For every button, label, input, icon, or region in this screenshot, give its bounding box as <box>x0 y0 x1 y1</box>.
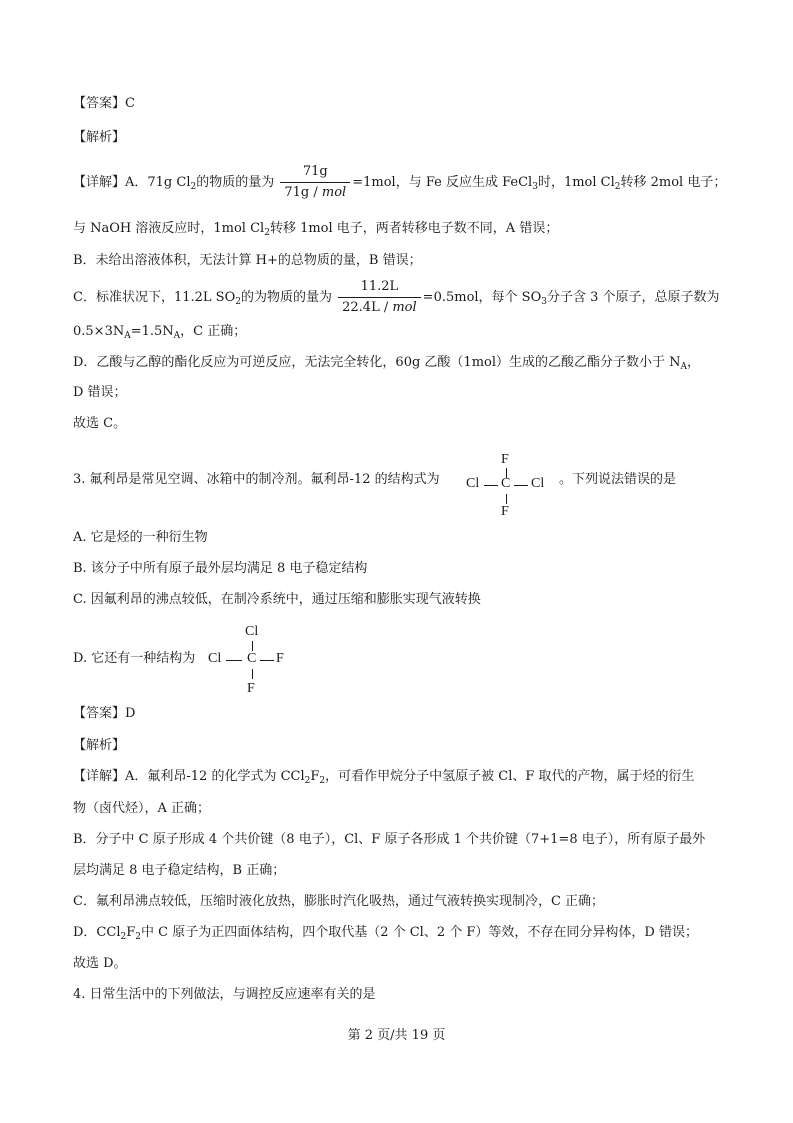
q3-detail-a: 【详解】A．氟利昂-12 的化学式为 $CCl_2F_2$，可看作甲烷分子中氢原子被 Cl、F 取代的产物，属于烃的衍生 <box>73 769 695 786</box>
detail-line-d-cont: D 错误； <box>73 385 127 400</box>
page-footer: 第 2 页/共 19 页 <box>347 1028 446 1043</box>
option-c: C. 因氟利昂的沸点较低，在制冷系统中，通过压缩和膨胀实现气液转换 <box>73 592 481 607</box>
q3-detail-b-cont: 层均满足 8 电子稳定结构，B 正确； <box>73 863 286 878</box>
detail-line-d: D．乙酸与乙醇的酯化反应为可逆反应，无法完全转化，60g 乙酸（1mol）生成的乙酸乙酯分子数小于 $N_A$， <box>73 355 701 372</box>
option-a: A. 它是烃的一种衍生物 <box>73 530 208 545</box>
q3-detail-d: D．$CCl_2F_2$中 C 原子为正四面体结构，四个取代基（2 个 Cl、2 个 F）等效，不存在同分异构体，D 错误； <box>73 925 698 942</box>
question-3-stem-b: 。下列说法错误的是 <box>559 472 677 487</box>
detail-line-c-cont: $0.5\times 3N_A=1.5N_A$，C 正确； <box>73 324 247 341</box>
analysis-label-q3: 【解析】 <box>73 738 126 753</box>
detail-line-c: C．标准状况下，11.2L $SO_2$的为物质的量为 $\frac{11.2L}{\text{22.4L / mol}}$ =0.5mol，每个 $SO_3$分子含 3 个原子，总原子数为 <box>73 279 720 315</box>
detail-line-a: 【详解】A．71g $Cl_2$的物质的量为 $\frac{71g}{\text{71g / mol}}$ =1mol，与 Fe 反应生成 FeCl$_3$时，1mol $Cl_2$转移 2mol 电子； <box>73 164 727 200</box>
conclusion-line: 故选 C。 <box>73 416 127 431</box>
structural-formula-2: Cl Cl C F F <box>208 624 284 696</box>
q3-detail-c: C．氟利昂沸点较低，压缩时液化放热，膨胀时汽化吸热，通过气液转换实现制冷，C 正确； <box>73 894 605 909</box>
q3-detail-b: B．分子中 C 原子形成 4 个共价键（8 电子），Cl、F 原子各形成 1 个共价键（7+1=8 电子），所有原子最外 <box>73 832 706 847</box>
question-3-stem-a: 3. 氟利昂是常见空调、冰箱中的制冷剂。氟利昂-12 的结构式为 <box>73 472 440 487</box>
fraction-mass-over-molar-mass: $\frac{71g}{\text{71g / mol}}$ <box>280 164 350 201</box>
detail-line-naoh: 与 NaOH 溶液反应时，1mol $Cl_2$转移 1mol 电子，两者转移电子数不同，A 错误； <box>73 221 559 238</box>
fraction-volume-over-molar-volume: $\frac{11.2L}{\text{22.4L / mol}}$ <box>338 279 421 316</box>
option-d: D. 它还有一种结构为 <box>73 651 196 666</box>
option-b: B. 该分子中所有原子最外层均满足 8 电子稳定结构 <box>73 561 368 576</box>
answer-label-q3: 【答案】D <box>73 706 136 721</box>
analysis-label: 【解析】 <box>73 130 126 145</box>
detail-line-b: B．未给出溶液体积，无法计算 H+的总物质的量，B 错误； <box>73 253 422 268</box>
q3-detail-a-cont: 物（卤代烃），A 正确； <box>73 801 211 816</box>
structural-formula-1: F Cl C Cl F <box>466 452 545 519</box>
q3-conclusion: 故选 D。 <box>73 956 127 971</box>
question-4-stem: 4. 日常生活中的下列做法，与调控反应速率有关的是 <box>73 987 376 1002</box>
answer-label: 【答案】C <box>73 96 135 111</box>
